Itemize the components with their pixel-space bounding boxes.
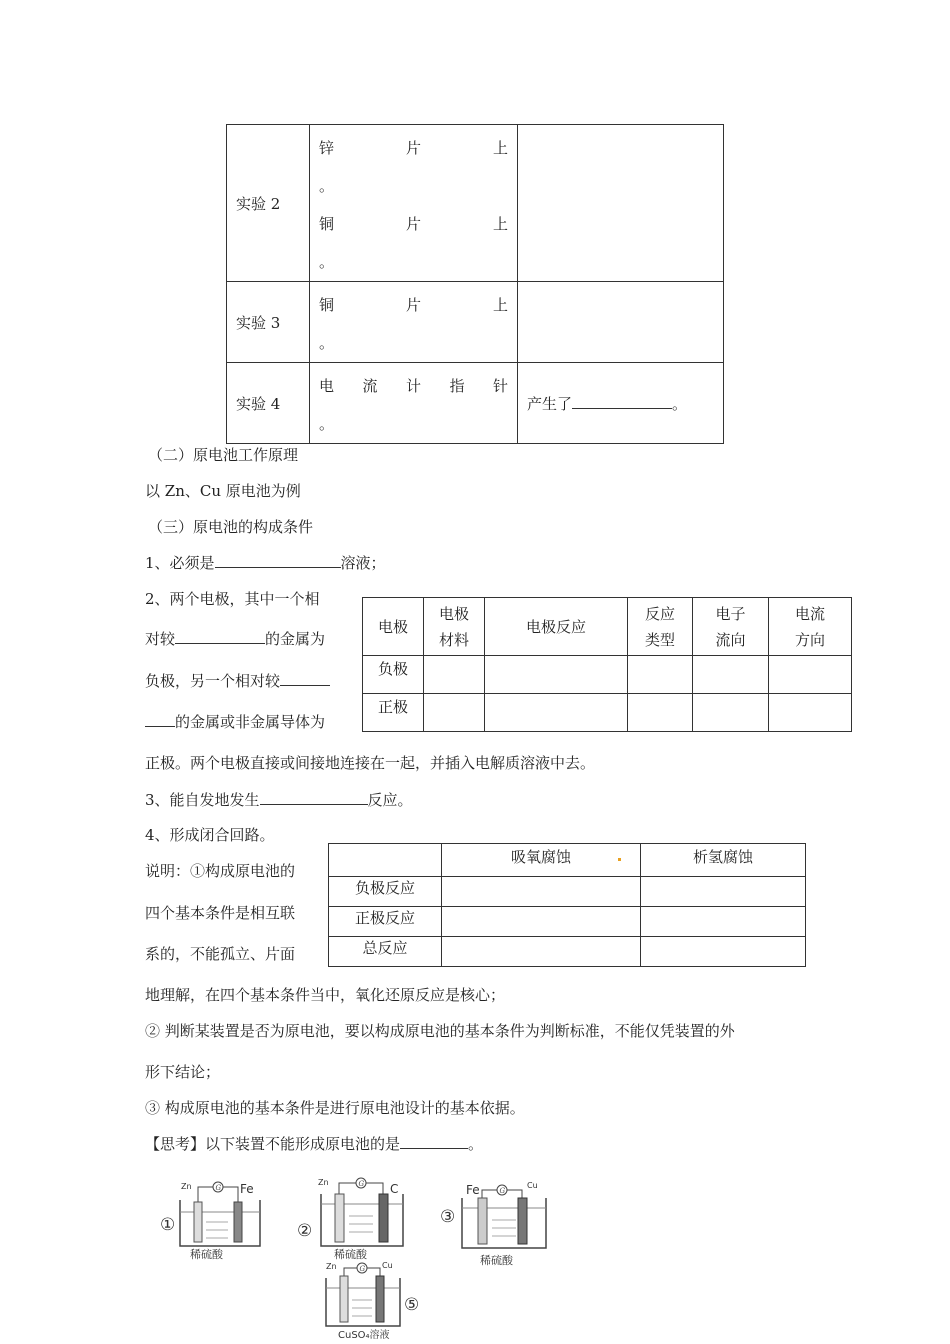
right-electrode-label: C <box>390 1182 399 1196</box>
header-cell: 电流 方向 <box>769 598 852 656</box>
note-line7: ③ 构成原电池的基本条件是进行原电池设计的基本依据。 <box>145 1099 525 1117</box>
row-label: 实验 4 <box>227 363 310 444</box>
zinc-electrode <box>340 1276 348 1322</box>
svg-text:G: G <box>215 1184 222 1192</box>
header-cell: 电极 <box>363 598 424 656</box>
copper-electrode <box>518 1198 527 1244</box>
header-cell: 电极 材料 <box>424 598 485 656</box>
answer-blank[interactable] <box>260 790 368 805</box>
section-heading-conditions: （三）原电池的构成条件 <box>148 518 314 536</box>
solution-label: 稀硫酸 <box>480 1254 513 1267</box>
figure-3-cell <box>438 1178 558 1268</box>
left-electrode-label: Zn <box>181 1182 192 1191</box>
table-row <box>329 907 806 937</box>
experiment-table <box>226 124 724 444</box>
observation-cell: 锌 片 上 。 铜 片 上 。 <box>310 125 518 282</box>
figure-number: ① <box>160 1215 176 1235</box>
electrode-table <box>362 597 852 732</box>
think-question: 【思考】以下装置不能形成原电池的是 。 <box>145 1135 484 1153</box>
left-electrode-label: Zn <box>326 1262 337 1271</box>
answer-cell[interactable] <box>442 907 641 937</box>
header-cell: 析氢腐蚀 <box>641 844 806 877</box>
zinc-electrode <box>194 1202 202 1242</box>
answer-cell[interactable] <box>424 656 485 694</box>
note-line2: 四个基本条件是相互联 <box>145 904 296 922</box>
figure-number: ③ <box>440 1207 456 1227</box>
table-row <box>227 282 724 363</box>
solution-label: 稀硫酸 <box>190 1248 223 1261</box>
condition-2-line5: 正极。两个电极直接或间接地连接在一起，并插入电解质溶液中去。 <box>145 754 596 772</box>
solution-label: 稀硫酸 <box>334 1248 367 1260</box>
answer-cell[interactable] <box>641 907 806 937</box>
condition-2-line2: 对较 的金属为 <box>145 630 326 648</box>
table-row <box>227 363 724 444</box>
corrosion-table <box>328 843 806 967</box>
iron-electrode <box>234 1202 242 1242</box>
solution-label: CuSO₄溶液 <box>338 1330 390 1341</box>
table-row <box>329 844 806 877</box>
conclusion-cell <box>518 125 724 282</box>
table-row <box>329 937 806 967</box>
note-line6: 形下结论； <box>145 1063 221 1081</box>
condition-4: 4、形成闭合回路。 <box>145 826 275 844</box>
note-line1: 说明：①构成原电池的 <box>145 862 296 880</box>
answer-cell[interactable] <box>485 656 628 694</box>
answer-cell[interactable] <box>693 694 769 732</box>
row-label: 负极反应 <box>329 877 442 907</box>
answer-blank[interactable] <box>572 394 672 409</box>
header-cell: 电极反应 <box>485 598 628 656</box>
answer-cell[interactable] <box>769 694 852 732</box>
condition-3: 3、能自发地发生 反应。 <box>145 791 413 809</box>
observation-cell: 电 流 计 指 针 。 <box>310 363 518 444</box>
answer-blank[interactable] <box>280 671 330 686</box>
answer-cell[interactable] <box>693 656 769 694</box>
table-row <box>363 694 852 732</box>
observation-cell: 铜 片 上 。 <box>310 282 518 363</box>
beaker-icon <box>326 1278 400 1326</box>
left-electrode-label: Fe <box>466 1183 480 1197</box>
table-row <box>363 598 852 656</box>
copper-electrode <box>376 1276 384 1322</box>
table-row <box>363 656 852 694</box>
row-label: 正极 <box>363 694 424 732</box>
answer-cell[interactable] <box>628 694 693 732</box>
answer-cell[interactable] <box>628 656 693 694</box>
answer-cell[interactable] <box>442 877 641 907</box>
header-cell <box>329 844 442 877</box>
figure-5-cell <box>320 1258 430 1342</box>
table-row <box>329 877 806 907</box>
principle-example: 以 Zn、Cu 原电池为例 <box>145 482 301 500</box>
condition-2-line1: 2、两个电极，其中一个相 <box>145 590 320 608</box>
beaker-icon <box>321 1194 403 1246</box>
answer-cell[interactable] <box>641 877 806 907</box>
condition-2-line4: 的金属或非金属导体为 <box>145 711 325 732</box>
svg-text:G: G <box>358 1180 365 1188</box>
header-cell: 反应 类型 <box>628 598 693 656</box>
figure-2-cell <box>297 1174 417 1260</box>
zinc-electrode <box>335 1194 344 1242</box>
svg-text:G: G <box>499 1187 506 1195</box>
header-cell: 吸氧腐蚀 <box>442 844 641 877</box>
condition-2-line3: 负极，另一个相对较 <box>145 670 330 691</box>
left-electrode-label: Zn <box>318 1178 329 1187</box>
row-label: 负极 <box>363 656 424 694</box>
stray-mark <box>618 858 621 861</box>
note-line3: 系的，不能孤立、片面 <box>145 945 296 963</box>
conclusion-cell: 产生了 。 <box>518 363 724 444</box>
answer-blank[interactable] <box>175 629 265 644</box>
carbon-electrode <box>379 1194 388 1242</box>
answer-blank[interactable] <box>215 553 341 568</box>
answer-cell[interactable] <box>424 694 485 732</box>
conclusion-cell <box>518 282 724 363</box>
answer-cell[interactable] <box>641 937 806 967</box>
answer-cell[interactable] <box>442 937 641 967</box>
answer-blank[interactable] <box>400 1134 468 1149</box>
condition-1: 1、必须是 溶液； <box>145 554 386 572</box>
note-line4: 地理解，在四个基本条件当中，氧化还原反应是核心； <box>145 986 506 1004</box>
answer-cell[interactable] <box>485 694 628 732</box>
row-label: 正极反应 <box>329 907 442 937</box>
iron-electrode <box>478 1198 487 1244</box>
beaker-icon <box>180 1200 260 1246</box>
beaker-icon <box>462 1198 546 1248</box>
answer-cell[interactable] <box>769 656 852 694</box>
note-line5: ② 判断某装置是否为原电池，要以构成原电池的基本条件为判断标准，不能仅凭装置的外 <box>145 1022 735 1040</box>
right-electrode-label: Cu <box>527 1181 538 1190</box>
right-electrode-label: Fe <box>240 1182 254 1196</box>
figure-number: ⑤ <box>404 1295 420 1315</box>
row-label: 总反应 <box>329 937 442 967</box>
svg-text:G: G <box>359 1265 366 1273</box>
figure-1-cell <box>158 1178 268 1264</box>
row-label: 实验 3 <box>227 282 310 363</box>
right-electrode-label: Cu <box>382 1261 393 1270</box>
header-cell: 电子 流向 <box>693 598 769 656</box>
answer-blank[interactable] <box>145 712 175 727</box>
figure-number: ② <box>297 1221 313 1241</box>
section-heading-principle: （二）原电池工作原理 <box>148 446 299 464</box>
table-row <box>227 125 724 282</box>
row-label: 实验 2 <box>227 125 310 282</box>
